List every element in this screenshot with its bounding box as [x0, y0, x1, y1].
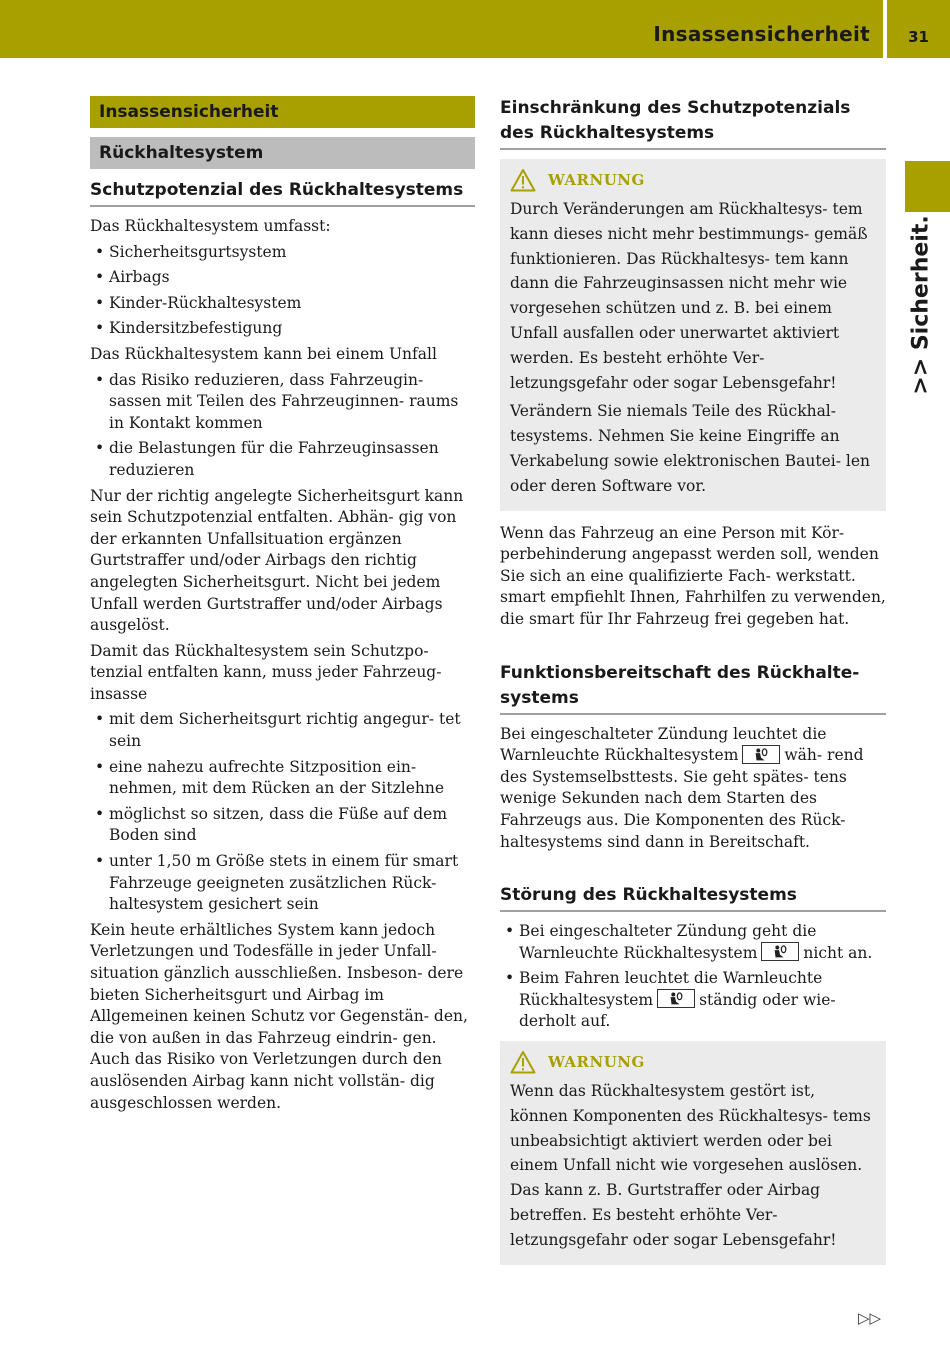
- warning-triangle-icon: [510, 1050, 536, 1074]
- list-item: • Sicherheitsgurtsystem: [90, 242, 475, 264]
- list-item: • das Risiko reduzieren, dass Fahrzeugin- sassen mit Teilen des Fahrzeuginnen- raums in Kontakt kommen: [90, 370, 475, 435]
- paragraph-intro: Das Rückhaltesystem umfasst:: [90, 217, 331, 235]
- warning-label: WARNUNG: [548, 1053, 645, 1072]
- list-item: • eine nahezu aufrechte Sitzposition ein- nehmen, mit dem Rücken an der Sitzlehne: [90, 757, 475, 800]
- list-item: • Airbags: [90, 267, 475, 289]
- airbag-warning-icon: [761, 942, 799, 961]
- chapter-label: >> Sicherheit.: [908, 215, 934, 395]
- right-column: [500, 96, 886, 1277]
- warning-header: [510, 165, 876, 195]
- airbag-warning-icon: [742, 745, 780, 764]
- page-header: [0, 0, 950, 58]
- paragraph-unfall: Das Rückhaltesystem kann bei einem Unfall: [90, 344, 437, 363]
- warning-text: Durch Veränderungen am Rückhaltesys- tem kann dieses nicht mehr bestimmungs- gemäß funktionieren. Das Rückhaltesys- tem kann dann die Fahrzeuginsassen nicht mehr wie vorgesehen schützen und z. B. bei einem Unfall ausfallen oder unerwartet aktiviert werden. Es besteht erhöhte Ver- letzungsgefahr oder sogar Lebensgefahr!: [510, 200, 868, 392]
- damit-list: [90, 709, 475, 915]
- paragraph-funktion: [500, 724, 886, 854]
- paragraph-kein: Kein heute erhältliches System kann jedoch Verletzungen und Todesfälle in jeder Unfall- situation gänzlich ausschließen. Insbeson- dere bieten Sicherheitsgurt und Airbag im Allgemeinen keinen Schutz vor Gegenstän- den, die von außen in das Fahrzeug eindrin- gen. Auch das Risiko von Verletzungen durch den auslösenden Airbag kann nicht vollstän- dig ausgeschlossen werden.: [90, 920, 468, 1112]
- text-span: nicht an.: [803, 943, 873, 962]
- warning-box: [500, 1041, 886, 1265]
- airbag-warning-icon: [657, 989, 695, 1008]
- list-item: [500, 968, 886, 1033]
- list-item: • mit dem Sicherheitsgurt richtig angegur- tet sein: [90, 709, 475, 752]
- components-list: [90, 242, 475, 340]
- list-item: [500, 921, 886, 964]
- text-span: ständig oder wie- derholt auf.: [519, 990, 836, 1031]
- page-number: 31: [908, 28, 929, 46]
- unfall-list: [90, 370, 475, 482]
- continue-arrow-icon: ▷▷: [858, 1309, 882, 1327]
- warning-box: [500, 159, 886, 511]
- fault-list: [500, 921, 886, 1033]
- warning-text: Wenn das Rückhaltesystem gestört ist, können Komponenten des Rückhaltesys- tems unbeabsichtigt aktiviert werden oder bei einem Unfall nicht wie vorgesehen auslösen. Das kann z. B. Gurtstraffer oder Airbag betreffen. Es besteht erhöhte Ver- letzungsgefahr oder sogar Lebensgefahr!: [510, 1082, 871, 1249]
- list-item: • möglichst so sitzen, dass die Füße auf dem Boden sind: [90, 804, 475, 847]
- text-span: Bei eingeschalteter Zündung geht die Warnleuchte Rückhaltesystem: [519, 922, 817, 962]
- warning-triangle-icon: [510, 168, 536, 192]
- list-item: • Kindersitzbefestigung: [90, 318, 475, 340]
- left-column: [90, 96, 475, 1118]
- header-title: Insassensicherheit: [653, 22, 870, 46]
- heading-funktionsbereitschaft: Funktionsbereitschaft des Rückhalte- systems: [500, 661, 886, 715]
- text-span: Beim Fahren leuchtet die Warnleuchte Rückhaltesystem: [519, 969, 823, 1009]
- section-bar-rueckhaltesystem: Rückhaltesystem: [90, 137, 475, 169]
- text-span: wäh- rend des Systemselbsttests. Sie geht spätes- tens wenige Sekunden nach dem Starten des Fahrzeugs aus. Die Komponenten des Rück- haltesystems sind dann in Bereitschaft.: [500, 746, 864, 851]
- heading-schutzpotenzial: Schutzpotenzial des Rückhaltesystems: [90, 178, 475, 207]
- heading-stoerung: Störung des Rückhaltesystems: [500, 883, 886, 912]
- paragraph-gurt: Nur der richtig angelegte Sicherheitsgurt kann sein Schutzpotenzial entfalten. Abhän- gig von der erkannten Unfallsituation ergänzen Gurtstraffer und/oder Airbags den richtig angelegten Sicherheitsgurt. Nicht bei jedem Unfall werden Gurtstraffer und/oder Airbags ausgelöst.: [90, 486, 464, 635]
- chapter-label-box: [899, 215, 943, 395]
- paragraph-person: Wenn das Fahrzeug an eine Person mit Kör- perbehinderung angepasst werden soll, wenden Sie sich an eine qualifizierte Fach- werkstatt. smart empfiehlt Ihnen, Fahrhilfen zu verwenden, die smart für Ihr Fahrzeug frei gegeben hat.: [500, 523, 886, 628]
- heading-einschraenkung: Einschränkung des Schutzpotenzials des Rückhaltesystems: [500, 96, 886, 150]
- text-span: Bei eingeschalteter Zündung leuchtet die Warnleuchte Rückhaltesystem: [500, 724, 827, 765]
- paragraph-damit: Damit das Rückhaltesystem sein Schutzpo- tenzial entfalten kann, muss jeder Fahrzeug- insasse: [90, 641, 442, 703]
- warning-header: [510, 1047, 876, 1077]
- warning-text: Verändern Sie niemals Teile des Rückhal- tesystems. Nehmen Sie keine Eingriffe an Verkabelung sowie elektronischen Bautei- len oder deren Software vor.: [510, 402, 871, 495]
- list-item: • die Belastungen für die Fahrzeuginsassen reduzieren: [90, 438, 475, 481]
- list-item: • Kinder-Rückhaltesystem: [90, 293, 475, 315]
- section-bar-insassensicherheit: Insassensicherheit: [90, 96, 475, 128]
- warning-label: WARNUNG: [548, 171, 645, 189]
- chapter-tab: [905, 161, 950, 212]
- list-item: • unter 1,50 m Größe stets in einem für smart Fahrzeuge geeigneten zusätzlichen Rück- haltesystem gesichert sein: [90, 851, 475, 916]
